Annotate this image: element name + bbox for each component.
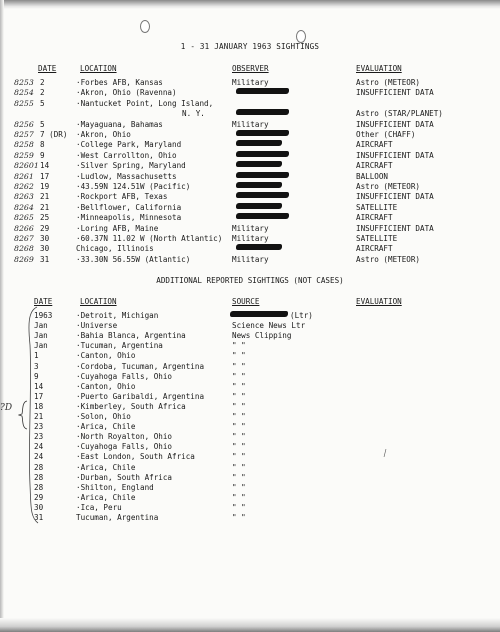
- sighting-observer: Military: [232, 78, 269, 87]
- list-item: [0, 503, 500, 513]
- list-item: [0, 362, 500, 372]
- table-row: [0, 109, 500, 119]
- sighting-observer: Military: [232, 223, 269, 233]
- sighting-date: 14: [40, 161, 50, 171]
- case-number: 8266: [14, 223, 34, 233]
- additional-source: " ": [232, 502, 246, 512]
- sighting-evaluation: SATELLITE: [356, 202, 398, 212]
- additional-source: " ": [232, 462, 246, 472]
- sighting-observer: Military: [232, 234, 269, 243]
- list-item: [0, 483, 500, 493]
- pencil-mark-icon: [383, 449, 387, 457]
- additional-source: " ": [232, 472, 246, 482]
- additional-source: News Clipping: [232, 331, 292, 341]
- additional-location: ·Arica, Chile: [76, 462, 136, 472]
- sighting-location: ·Rockport AFB, Texas: [76, 192, 168, 202]
- list-item: [0, 442, 500, 452]
- case-number: 8254: [14, 88, 34, 98]
- page-title: 1 - 31 JANUARY 1963 SIGHTINGS: [180, 42, 320, 51]
- additional-location: ·Solon, Ohio: [76, 412, 131, 421]
- sighting-date: 5: [40, 119, 45, 129]
- sighting-evaluation: AIRCRAFT: [356, 213, 393, 223]
- sighting-date: 8: [40, 140, 45, 150]
- sighting-date: 21: [40, 202, 50, 212]
- sighting-observer: Military: [232, 119, 269, 129]
- redaction-bar: [236, 203, 282, 209]
- case-number: 8264: [14, 202, 34, 212]
- additional-date: 1963: [34, 311, 53, 320]
- sighting-location: ·West Carrollton, Ohio: [76, 150, 177, 160]
- sighting-evaluation: INSUFFICIENT DATA: [356, 192, 434, 202]
- additional-date: 1: [34, 351, 39, 361]
- redaction-bar: [236, 192, 289, 198]
- list-item: [0, 321, 500, 331]
- punch-hole-icon: [140, 20, 150, 33]
- table-row: [0, 224, 500, 234]
- sighting-location: ·Forbes AFB, Kansas: [76, 78, 163, 87]
- additional-location: ·North Royalton, Ohio: [76, 432, 173, 442]
- sighting-observer: Military: [232, 254, 269, 264]
- additional-location: ·Detroit, Michigan: [76, 311, 159, 320]
- redaction-bar: [236, 130, 289, 136]
- sighting-location: ·Ludlow, Massachusetts: [76, 171, 177, 181]
- list-item: [0, 311, 500, 321]
- additional-location: ·Shilton, England: [76, 482, 154, 492]
- additional-date: 23: [34, 422, 44, 432]
- additional-location: ·Puerto Garibaldi, Argentina: [76, 391, 205, 401]
- sighting-evaluation: INSUFFICIENT DATA: [356, 88, 434, 98]
- case-number: 8253: [14, 78, 34, 87]
- sighting-location: ·Akron, Ohio: [76, 130, 131, 139]
- redaction-bar: [236, 172, 289, 178]
- additional-date: Jan: [34, 321, 48, 331]
- additional-source: " ": [232, 381, 246, 391]
- additional-location: ·Cordoba, Tucuman, Argentina: [76, 361, 205, 371]
- sighting-date: 9: [40, 150, 45, 160]
- additional-source: " ": [232, 412, 246, 421]
- case-number: 8265: [14, 213, 34, 223]
- case-number: 8258: [14, 140, 34, 150]
- additional-location: ·Durban, South Africa: [76, 472, 173, 482]
- case-number: 8268: [14, 244, 34, 254]
- table-row: [0, 130, 500, 140]
- redaction-bar: [236, 213, 289, 219]
- redaction-bar: [236, 182, 282, 188]
- list-item: [0, 382, 500, 392]
- sighting-date: 2: [40, 78, 45, 87]
- sighting-location: ·Minneapolis, Minnesota: [76, 213, 182, 223]
- additional-date: 28: [34, 462, 44, 472]
- sighting-location: ·College Park, Maryland: [76, 140, 182, 150]
- additional-source: " ": [232, 432, 246, 442]
- table-row: [0, 172, 500, 182]
- additional-date: 21: [34, 412, 44, 421]
- additional-location: ·Universe: [76, 321, 118, 331]
- additional-location: Tucuman, Argentina: [76, 513, 159, 522]
- sighting-evaluation: Astro (STAR/PLANET): [356, 109, 443, 119]
- additional-header-source: SOURCE: [232, 297, 260, 306]
- sighting-evaluation: INSUFFICIENT DATA: [356, 119, 434, 129]
- table-row: [0, 213, 500, 223]
- case-number: 8263: [14, 192, 34, 202]
- additional-source: " ": [232, 422, 246, 432]
- table-row: [0, 99, 500, 109]
- case-number: 8259: [14, 150, 34, 160]
- additional-location: ·Arica, Chile: [76, 492, 136, 502]
- sighting-date: 25: [40, 213, 50, 223]
- sighting-date: 2: [40, 88, 45, 98]
- list-item: [0, 473, 500, 483]
- sighting-date: 5: [40, 98, 45, 108]
- sighting-date: 30: [40, 234, 50, 243]
- list-item: [0, 493, 500, 503]
- sighting-evaluation: Astro (METEOR): [356, 182, 421, 191]
- sighting-location: ·Nantucket Point, Long Island,: [76, 98, 214, 108]
- redaction-bar: [236, 161, 282, 167]
- additional-location: ·Arica, Chile: [76, 422, 136, 432]
- table-row: [0, 234, 500, 244]
- case-number: 8269: [14, 254, 34, 264]
- table-row: [0, 120, 500, 130]
- additional-source: " ": [232, 442, 246, 452]
- header-location: LOCATION: [80, 64, 117, 73]
- additional-source: " ": [232, 371, 246, 381]
- case-number: 8267: [14, 234, 34, 243]
- additional-header-evaluation: EVALUATION: [356, 297, 402, 306]
- sighting-date: 30: [40, 244, 50, 254]
- additional-location: ·Canton, Ohio: [76, 381, 136, 391]
- list-item: [0, 351, 500, 361]
- additional-date: 23: [34, 432, 44, 442]
- sighting-date: 31: [40, 254, 50, 264]
- table-row: [0, 161, 500, 171]
- table-row: [0, 78, 500, 88]
- list-item: [0, 341, 500, 351]
- additional-date: 28: [34, 482, 44, 492]
- additional-date: 14: [34, 381, 44, 391]
- additional-source: " ": [232, 482, 246, 492]
- additional-date: 9: [34, 371, 39, 381]
- additional-source: " ": [232, 513, 246, 522]
- header-date: DATE: [38, 64, 57, 73]
- sighting-location: ·60.37N 11.02 W (North Atlantic): [76, 234, 223, 243]
- sighting-evaluation: AIRCRAFT: [356, 140, 393, 150]
- redaction-bar: [230, 311, 288, 317]
- list-item: [0, 331, 500, 341]
- sighting-date: 19: [40, 182, 50, 191]
- redaction-bar: [236, 88, 289, 94]
- additional-date: 24: [34, 442, 44, 452]
- additional-date: 17: [34, 391, 44, 401]
- additional-source: " ": [232, 341, 246, 351]
- sighting-location: ·Loring AFB, Maine: [76, 223, 159, 233]
- additional-date: 18: [34, 401, 44, 411]
- sighting-location: ·33.30N 56.55W (Atlantic): [76, 254, 191, 264]
- sighting-evaluation: Other (CHAFF): [356, 130, 416, 139]
- redaction-bar: [236, 244, 282, 250]
- header-observer: OBSERVER: [232, 64, 269, 73]
- sighting-evaluation: BALLOON: [356, 171, 389, 181]
- list-item: [0, 412, 500, 422]
- scan-edge-top: [0, 0, 500, 9]
- sighting-location: ·Bellflower, California: [76, 202, 182, 212]
- additional-source: " ": [232, 391, 246, 401]
- additional-location: ·Tucuman, Argentina: [76, 341, 163, 351]
- list-item: [0, 402, 500, 412]
- additional-date: 31: [34, 513, 44, 522]
- additional-source: (Ltr): [290, 311, 313, 320]
- sighting-location: ·Akron, Ohio (Ravenna): [76, 88, 177, 98]
- sighting-evaluation: AIRCRAFT: [356, 244, 393, 254]
- list-item: [0, 463, 500, 473]
- additional-source: " ": [232, 452, 246, 462]
- redaction-bar: [236, 109, 289, 115]
- additional-date: 24: [34, 452, 44, 462]
- additional-date: 28: [34, 472, 44, 482]
- case-number: 82601: [14, 161, 39, 171]
- table-row: [0, 255, 500, 265]
- additional-location: ·Cuyahoga Falls, Ohio: [76, 442, 173, 452]
- redaction-bar: [236, 151, 289, 157]
- table-row: [0, 182, 500, 192]
- additional-source: Science News Ltr: [232, 321, 306, 331]
- additional-date: 3: [34, 361, 39, 371]
- list-item: [0, 452, 500, 462]
- table-row: [0, 140, 500, 150]
- sighting-evaluation: Astro (METEOR): [356, 254, 421, 264]
- list-item: [0, 372, 500, 382]
- additional-source: " ": [232, 361, 246, 371]
- scan-edge-bottom: [0, 618, 500, 632]
- additional-title: ADDITIONAL REPORTED SIGHTINGS (NOT CASES): [156, 276, 344, 285]
- sighting-date: 7 (DR): [40, 130, 68, 139]
- handwritten-brace-icon: [18, 400, 28, 430]
- additional-location: ·East London, South Africa: [76, 452, 195, 462]
- additional-date: 30: [34, 502, 44, 512]
- table-row: [0, 203, 500, 213]
- sighting-location: ·43.59N 124.51W (Pacific): [76, 182, 191, 191]
- sighting-date: 21: [40, 192, 50, 202]
- additional-source: " ": [232, 492, 246, 502]
- sighting-location: Chicago, Illinois: [76, 244, 154, 254]
- additional-date: 29: [34, 492, 44, 502]
- additional-location: ·Kimberley, South Africa: [76, 401, 186, 411]
- case-number: 8257: [14, 130, 34, 139]
- sighting-evaluation: Astro (METEOR): [356, 78, 421, 87]
- list-item: [0, 513, 500, 523]
- table-row: [0, 88, 500, 98]
- additional-header-location: LOCATION: [80, 297, 117, 306]
- table-row: [0, 244, 500, 254]
- additional-header-date: DATE: [34, 297, 53, 306]
- margin-note: ?D: [0, 403, 13, 413]
- sighting-evaluation: INSUFFICIENT DATA: [356, 150, 434, 160]
- table-row: [0, 192, 500, 202]
- additional-location: ·Bahia Blanca, Argentina: [76, 331, 186, 341]
- case-number: 8256: [14, 119, 34, 129]
- additional-location: ·Cuyahoga Falls, Ohio: [76, 371, 173, 381]
- header-evaluation: EVALUATION: [356, 64, 402, 73]
- sighting-location: ·Silver Spring, Maryland: [76, 161, 186, 171]
- redaction-bar: [236, 140, 282, 146]
- case-number: 8255: [14, 98, 34, 108]
- sighting-date: 29: [40, 223, 50, 233]
- additional-source: " ": [232, 401, 246, 411]
- additional-source: " ": [232, 351, 246, 361]
- additional-date: Jan: [34, 341, 48, 351]
- additional-location: ·Ica, Peru: [76, 502, 122, 512]
- table-row: [0, 151, 500, 161]
- case-number: 8262: [14, 182, 34, 191]
- sighting-evaluation: INSUFFICIENT DATA: [356, 223, 434, 233]
- list-item: [0, 422, 500, 432]
- case-number: 8261: [14, 171, 34, 181]
- list-item: [0, 432, 500, 442]
- additional-location: ·Canton, Ohio: [76, 351, 136, 361]
- list-item: [0, 392, 500, 402]
- sighting-evaluation: AIRCRAFT: [356, 161, 393, 171]
- additional-date: Jan: [34, 331, 48, 341]
- sighting-location: N. Y.: [182, 109, 205, 119]
- sighting-date: 17: [40, 171, 50, 181]
- sighting-evaluation: SATELLITE: [356, 234, 398, 243]
- sighting-location: ·Mayaguana, Bahamas: [76, 119, 163, 129]
